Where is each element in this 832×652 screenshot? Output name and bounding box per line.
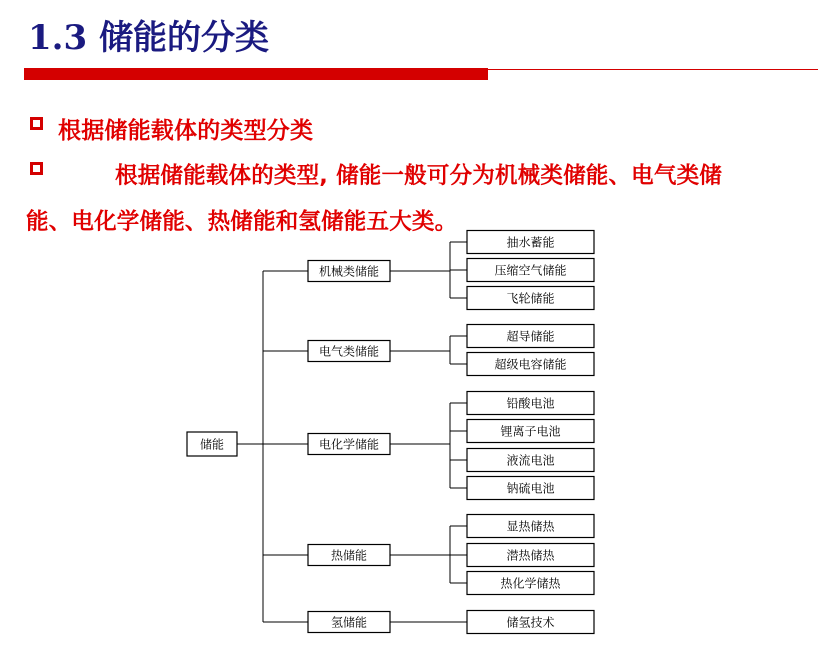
category-node-label: 电气类储能 <box>318 344 380 359</box>
category-node-label: 电化学储能 <box>318 437 380 452</box>
leaf-node-label: 锂离子电池 <box>500 424 561 439</box>
leaf-node <box>467 287 594 310</box>
category-node <box>308 261 390 282</box>
category-node <box>308 545 390 566</box>
leaf-node <box>467 544 594 567</box>
category-node-label: 氢储能 <box>330 615 368 630</box>
page-title: 1.3 储能的分类 <box>28 18 269 58</box>
leaf-node-label: 抽水蓄能 <box>506 235 555 250</box>
leaf-node <box>467 420 594 443</box>
leaf-node <box>467 572 594 595</box>
leaf-node <box>467 259 594 282</box>
category-node-label: 热储能 <box>330 548 368 563</box>
leaf-node <box>467 353 594 376</box>
leaf-node-label: 潜热储热 <box>506 548 555 563</box>
leaf-node-label: 超导储能 <box>506 329 555 344</box>
leaf-node <box>467 449 594 472</box>
leaf-node <box>467 325 594 348</box>
root-node <box>187 432 237 456</box>
leaf-node-label: 铅酸电池 <box>506 396 555 411</box>
root-node-label: 储能 <box>199 437 225 452</box>
leaf-node <box>467 515 594 538</box>
leaf-node <box>467 611 594 634</box>
bullet-heading: 根据储能载体的类型分类 <box>58 118 314 144</box>
leaf-node-label: 超级电容储能 <box>494 357 567 372</box>
category-node <box>308 434 390 455</box>
leaf-node-label: 压缩空气储能 <box>494 263 567 278</box>
leaf-node-label: 飞轮储能 <box>506 291 555 306</box>
leaf-node-label: 钠硫电池 <box>506 481 555 496</box>
leaf-node-label: 显热储热 <box>506 519 555 534</box>
bullet-paragraph-line-2: 能、电化学储能、热储能和氢储能五大类。 <box>26 209 458 235</box>
category-node-label: 机械类储能 <box>318 264 380 279</box>
leaf-node-label: 储氢技术 <box>506 615 555 630</box>
leaf-node <box>467 392 594 415</box>
leaf-node-label: 热化学储热 <box>500 576 561 591</box>
leaf-node <box>467 231 594 254</box>
leaf-node-label: 液流电池 <box>506 453 555 468</box>
category-node <box>308 612 390 633</box>
category-node <box>308 341 390 362</box>
leaf-node <box>467 477 594 500</box>
bullet-paragraph-line-1: 根据储能载体的类型, 储能一般可分为机械类储能、电气类储 <box>115 163 722 189</box>
